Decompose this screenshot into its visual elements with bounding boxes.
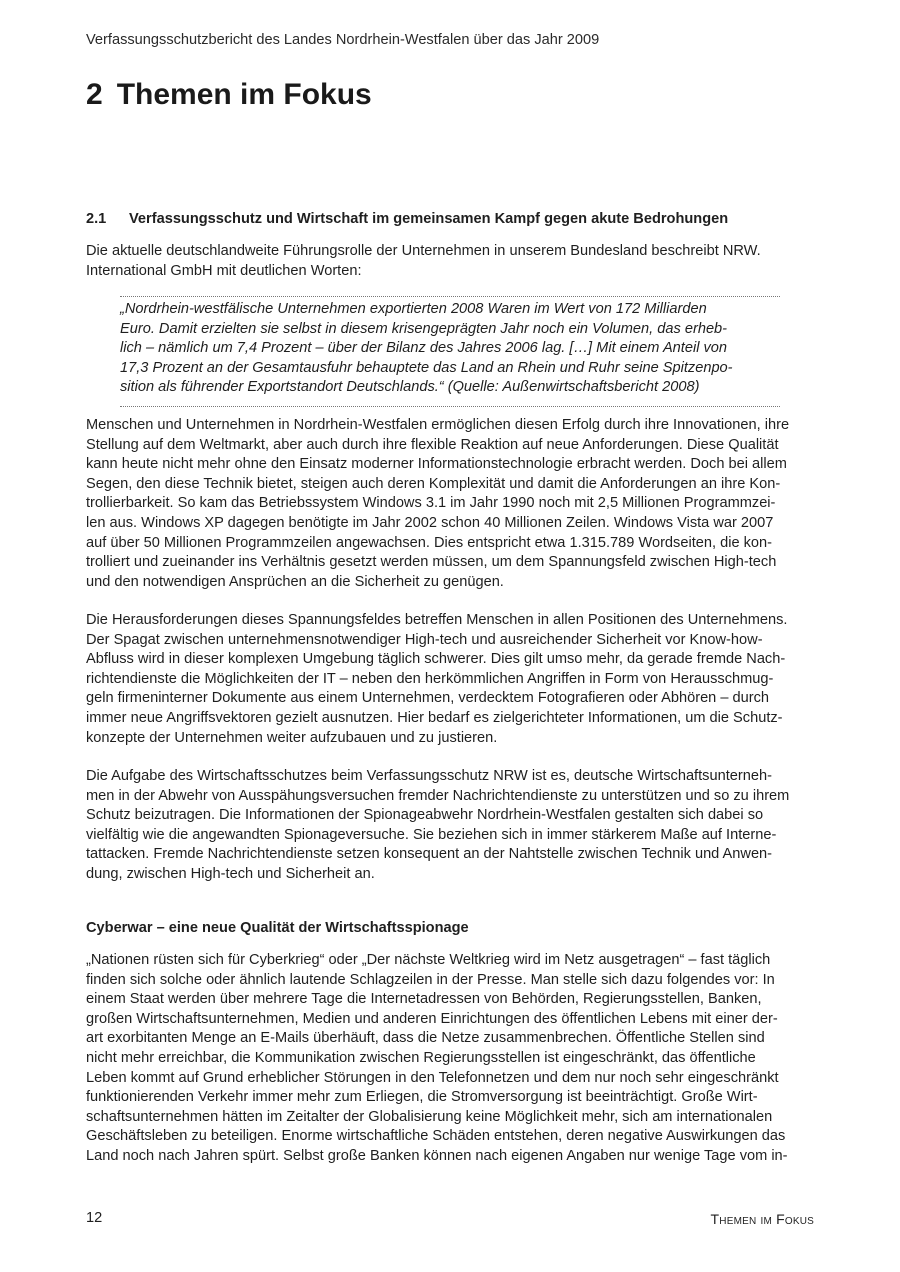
text-line: Land noch nach Jahren spürt. Selbst große Banken können nach eigenen Angaben nur wenige Tage vom in- <box>86 1147 788 1164</box>
quote-box <box>120 296 780 407</box>
text-line: Leben kommt auf Grund erheblicher Störungen in den Telefonnetzen und dem nur noch sehr eingeschränkt <box>86 1069 779 1086</box>
text-line: „Nationen rüsten sich für Cyberkrieg“ oder „Der nächste Weltkrieg wird im Netz ausgetragen“ – fast täglich <box>86 952 771 968</box>
paragraph-4 <box>86 951 814 1167</box>
text-line: Die Aufgabe des Wirtschaftsschutzes beim Verfassungsschutz NRW ist es, deutsche Wirtschaftsunterneh- <box>86 768 772 784</box>
text-line: schaftsunternehmen hätten im Zeitalter der Globalisierung keine Möglichkeit mehr, sich am internationalen <box>86 1108 773 1125</box>
text-line: Euro. Damit erzielten sie selbst in diesem krisengeprägten Jahr noch ein Volumen, das erheb- <box>120 320 728 337</box>
text-line: sition als führender Exportstandort Deutschlands.“ (Quelle: Außenwirtschaftsbericht 2008) <box>120 379 700 396</box>
section-number: 2.1 <box>86 211 107 227</box>
chapter-number: 2 <box>86 78 103 111</box>
text-line: „Nordrhein-westfälische Unternehmen exportierten 2008 Waren im Wert von 172 Milliarden <box>120 301 707 317</box>
text-line: Schutz beizutragen. Die Informationen der Spionageabwehr Nordrhein-Westfalen gestalten sich dabei so <box>86 807 764 824</box>
section-title: Verfassungsschutz und Wirtschaft im gemeinsamen Kampf gegen akute Bedrohungen <box>129 211 729 227</box>
subheading: Cyberwar – eine neue Qualität der Wirtschaftsspionage <box>86 920 469 936</box>
text-line: konzepte der Unternehmen weiter aufzubauen und zu justieren. <box>86 729 498 746</box>
text-line: Der Spagat zwischen unternehmensnotwendiger High-tech und ausreichender Sicherheit vor Know-how- <box>86 631 763 648</box>
text-line: International GmbH mit deutlichen Worten: <box>86 262 362 279</box>
text-line: Die aktuelle deutschlandweite Führungsrolle der Unternehmen in unserem Bundesland beschreibt NRW. <box>86 243 761 259</box>
text-line: immer neue Angriffsvektoren gezielt ausnutzen. Hier bedarf es zielgerichteter Informationen, um die Schutz- <box>86 709 783 726</box>
text-line: Geschäftsleben zu beteiligen. Enorme wirtschaftliche Schäden entstehen, deren negative Auswirkungen das <box>86 1128 786 1145</box>
text-line: geln firmeninterner Dokumente aus einem Unternehmen, verdecktem Fotografieren oder Abhören – durch <box>86 690 770 707</box>
text-line: und den notwendigen Ansprüchen an die Sicherheit zu genügen. <box>86 573 504 590</box>
text-line: Segen, den diese Technik bietet, steigen auch deren Komplexität und damit die Anforderungen an ihre Kon- <box>86 475 781 492</box>
section-heading <box>86 211 728 227</box>
footer-running-title: Themen im Fokus <box>710 1211 814 1227</box>
text-line: 17,3 Prozent an der Gesamtausfuhr behauptete das Land an Rhein und Ruhr seine Spitzenpo- <box>120 359 733 376</box>
text-line: finden sich solche oder ähnlich lautende Schlagzeilen in der Presse. Man stelle sich dazu folgendes vor: In <box>86 971 775 988</box>
paragraph-2 <box>86 611 814 748</box>
text-line: nicht mehr erreichbar, die Kommunikation zwischen Regierungsstellen ist eingeschränkt, das öffentliche <box>86 1049 756 1066</box>
paragraph-1 <box>86 416 814 592</box>
text-line: trolliert und zueinander ins Verhältnis gesetzt werden müssen, um dem Spannungsfeld zwischen High-tech <box>86 554 777 571</box>
text-line: lich – nämlich um 7,4 Prozent – über der Bilanz des Jahres 2006 lag. […] Mit einem Anteil von <box>120 340 728 357</box>
text-line: großen Wirtschaftsunternehmen, Medien und anderen Einrichtungen des öffentlichen Lebens mit einer der- <box>86 1010 778 1027</box>
text-line: Menschen und Unternehmen in Nordrhein-Westfalen ermöglichen diesen Erfolg durch ihre Innovationen, ihre <box>86 417 790 433</box>
paragraph-3 <box>86 767 814 885</box>
text-line: einem Staat werden über mehrere Tage die Internetadressen von Behörden, Regierungsstellen, Banken, <box>86 991 762 1008</box>
page-number: 12 <box>86 1210 103 1226</box>
text-line: men in der Abwehr von Ausspähungsversuchen fremder Nachrichtendienste zu unterstützen und so zu ihrem <box>86 787 790 804</box>
text-line: Abfluss wird in dieser komplexen Umgebung täglich schwerer. Dies gilt umso mehr, da gerade fremde Nach- <box>86 651 786 668</box>
text-line: dung, zwischen High-tech und Sicherheit an. <box>86 865 375 882</box>
quote-text <box>120 300 780 398</box>
chapter-title <box>86 78 372 112</box>
chapter-title-text: Themen im Fokus <box>116 78 372 111</box>
intro-paragraph <box>86 242 814 281</box>
text-line: vielfältig wie die angewandten Spionageversuche. Sie beziehen sich in immer stärkerem Maße auf Interne- <box>86 826 777 843</box>
text-line: trollierbarkeit. So kam das Betriebssystem Windows 3.1 im Jahr 1990 noch mit 2,5 Millionen Programmzei- <box>86 495 776 512</box>
text-line: tattacken. Fremde Nachrichtendienste setzen konsequent an der Nahtstelle zwischen Technik und Anwen- <box>86 846 773 863</box>
text-line: Die Herausforderungen dieses Spannungsfeldes betreffen Menschen in allen Positionen des Unternehmens. <box>86 612 788 628</box>
text-line: art exorbitanten Menge an E-Mails überhäuft, dass die Netze zusammenbrechen. Öffentliche Stellen sind <box>86 1030 765 1047</box>
text-line: richtendienste die Möglichkeiten der IT – neben den herkömmlichen Angriffen in Form von Herausschmug- <box>86 670 774 687</box>
text-line: auf über 50 Millionen Programmzeilen angewachsen. Dies entspricht etwa 1.315.789 Wordseiten, die kon- <box>86 534 773 551</box>
text-line: funktionierenden Verkehr immer mehr zum Erliegen, die Stromversorgung ist beeinträchtigt. Große Wirt- <box>86 1089 758 1106</box>
text-line: Stellung auf dem Weltmarkt, aber auch durch ihre flexible Reaktion auf neue Anforderungen. Diese Qualität <box>86 436 779 453</box>
running-header: Verfassungsschutzbericht des Landes Nordrhein-Westfalen über das Jahr 2009 <box>86 32 600 48</box>
text-line: kann heute nicht mehr ohne den Einsatz moderner Informationstechnologie erbracht werden. Doch bei allem <box>86 456 787 473</box>
text-line: len aus. Windows XP dagegen benötigte im Jahr 2002 schon 40 Millionen Zeilen. Windows Vista war 2007 <box>86 514 774 531</box>
